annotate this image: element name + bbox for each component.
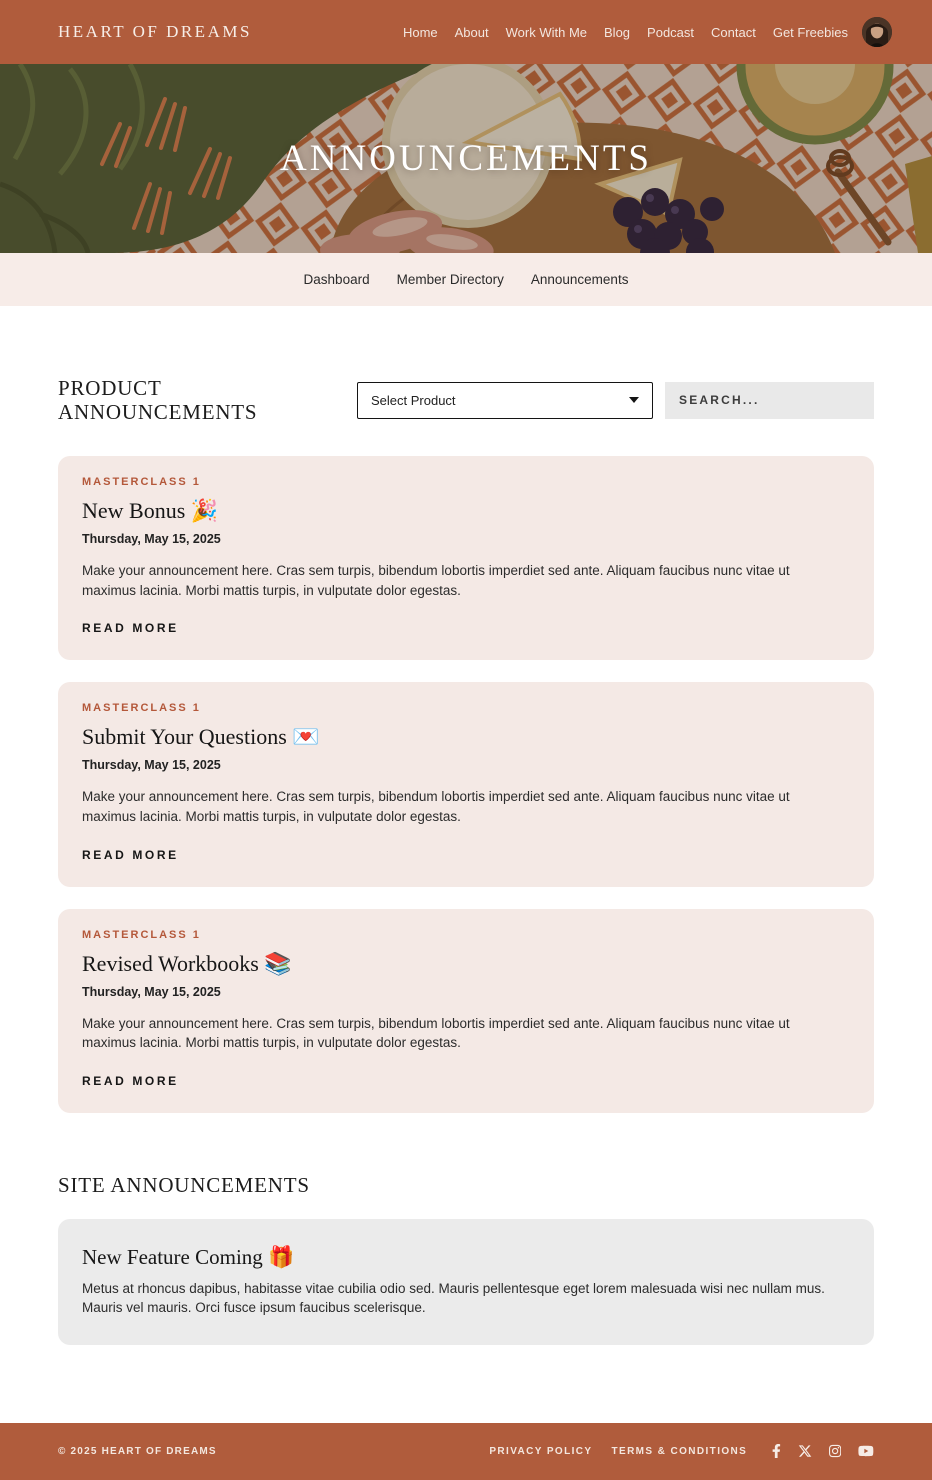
site-announcement-card xyxy=(58,1219,874,1345)
privacy-policy-link[interactable]: PRIVACY POLICY xyxy=(489,1445,593,1457)
card-date: Thursday, May 15, 2025 xyxy=(82,758,221,773)
nav-home[interactable]: Home xyxy=(402,24,438,40)
product-select[interactable] xyxy=(357,382,653,419)
youtube-icon[interactable] xyxy=(858,1444,874,1458)
hero-banner xyxy=(0,64,932,253)
page-title: ANNOUNCEMENTS xyxy=(280,138,652,179)
nav-contact[interactable]: Contact xyxy=(711,24,756,40)
search-input[interactable] xyxy=(665,382,874,419)
main-nav xyxy=(403,25,848,40)
x-twitter-icon[interactable] xyxy=(798,1444,812,1458)
nav-get-freebies[interactable]: Get Freebies xyxy=(772,24,848,40)
announcement-card xyxy=(58,909,874,1113)
product-announcements-heading: PRODUCT ANNOUNCEMENTS xyxy=(58,376,258,425)
subnav-announcements[interactable]: Announcements xyxy=(530,272,629,287)
card-title: New Bonus 🎉 xyxy=(82,498,219,524)
card-body: Make your announcement here. Cras sem turpis, bibendum lobortis imperdiet sed ante. Aliquam faucibus nunc vitae ut maximus lacinia. Morbi mattis turpis, in vulputate dolor egestas. xyxy=(82,789,790,824)
top-nav-bar xyxy=(0,0,932,64)
terms-conditions-link[interactable]: TERMS & CONDITIONS xyxy=(611,1445,748,1457)
nav-blog[interactable]: Blog xyxy=(604,24,631,40)
nav-work-with-me[interactable]: Work With Me xyxy=(505,24,588,40)
card-date: Thursday, May 15, 2025 xyxy=(82,532,221,547)
footer-links xyxy=(489,1444,874,1458)
read-more-link[interactable]: READ MORE xyxy=(82,847,179,862)
main-content xyxy=(0,306,932,1423)
announcement-card xyxy=(58,456,874,660)
member-subnav xyxy=(0,253,932,306)
copyright: © 2025 HEART OF DREAMS xyxy=(58,1445,217,1457)
card-title: Submit Your Questions 💌 xyxy=(82,724,320,750)
card-category: MASTERCLASS 1 xyxy=(82,702,201,715)
card-category: MASTERCLASS 1 xyxy=(82,476,201,489)
nav-podcast[interactable]: Podcast xyxy=(647,24,695,40)
social-links xyxy=(772,1444,874,1458)
subnav-member-directory[interactable]: Member Directory xyxy=(396,272,504,287)
footer xyxy=(0,1423,932,1480)
nav-about[interactable]: About xyxy=(454,24,489,40)
user-avatar[interactable] xyxy=(862,17,892,47)
card-title: New Feature Coming 🎁 xyxy=(82,1244,295,1269)
product-select-value: Select Product xyxy=(371,392,456,408)
facebook-icon[interactable] xyxy=(772,1444,781,1458)
chevron-down-icon xyxy=(629,397,639,403)
read-more-link[interactable]: READ MORE xyxy=(82,621,179,636)
card-category: MASTERCLASS 1 xyxy=(82,928,201,941)
card-title: Revised Workbooks 📚 xyxy=(82,950,292,976)
instagram-icon[interactable] xyxy=(829,1444,841,1458)
site-logo[interactable]: HEART OF DREAMS xyxy=(58,22,252,41)
avatar-image xyxy=(862,17,892,47)
subnav-dashboard[interactable]: Dashboard xyxy=(303,272,370,287)
site-announcements-heading: SITE ANNOUNCEMENTS xyxy=(58,1172,310,1197)
card-date: Thursday, May 15, 2025 xyxy=(82,984,221,999)
card-body: Make your announcement here. Cras sem turpis, bibendum lobortis imperdiet sed ante. Aliquam faucibus nunc vitae ut maximus lacinia. Morbi mattis turpis, in vulputate dolor egestas. xyxy=(82,1015,790,1051)
product-controls-row xyxy=(58,376,874,424)
read-more-link[interactable]: READ MORE xyxy=(82,1073,179,1088)
card-body: Make your announcement here. Cras sem turpis, bibendum lobortis imperdiet sed ante. Aliquam faucibus nunc vitae ut maximus lacinia. Morbi mattis turpis, in vulputate dolor egestas. xyxy=(82,563,790,598)
card-body: Metus at rhoncus dapibus, habitasse vitae cubilia odio sed. Mauris pellentesque eget lorem malesuada wisi nec nullam mus. Mauris vel mauris. Orci fusce ipsum faucibus scelerisque. xyxy=(82,1280,825,1316)
announcement-card xyxy=(58,682,874,886)
